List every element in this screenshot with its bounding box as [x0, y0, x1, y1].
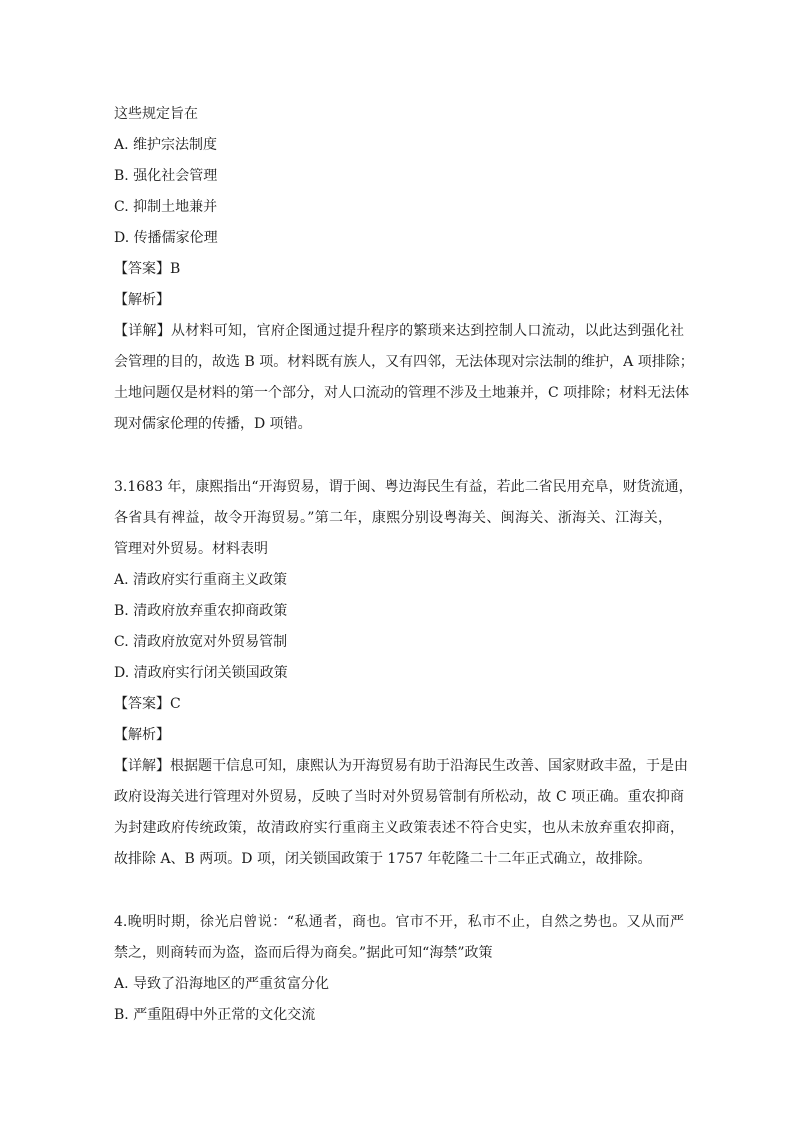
q3-option-a: A. 清政府实行重商主义政策: [114, 572, 288, 588]
q3-detail-line-1: 【详解】根据题干信息可知，康熙认为开海贸易有助于沿海民生改善、国家财政丰盈，于是由: [114, 758, 688, 774]
q3-option-c: C. 清政府放宽对外贸易管制: [114, 634, 288, 650]
q4-stem-line-2: 禁之，则商转而为盗，盗而后得为商矣。”据此可知“海禁”政策: [114, 945, 493, 961]
q2-option-c: C. 抑制土地兼并: [114, 199, 218, 215]
q3-analysis-label: 【解析】: [114, 727, 170, 743]
q2-detail-line-1: 【详解】从材料可知，官府企图通过提升程序的繁琐来达到控制人口流动，以此达到强化社: [114, 323, 684, 339]
q2-option-b: B. 强化社会管理: [114, 168, 218, 184]
q2-detail-line-3: 土地问题仅是材料的第一个部分，对人口流动的管理不涉及土地兼并，C 项排除；材料无法体: [114, 385, 690, 401]
q4-option-a: A. 导致了沿海地区的严重贫富分化: [114, 976, 330, 992]
q2-option-a: A. 维护宗法制度: [114, 137, 218, 153]
q2-option-d: D. 传播儒家伦理: [114, 230, 218, 246]
q3-option-b: B. 清政府放弃重农抑商政策: [114, 603, 288, 619]
q2-answer: 【答案】B: [114, 261, 181, 277]
q3-detail-line-4: 故排除 A、B 两项。D 项，闭关锁国政策于 1757 年乾隆二十二年正式确立，故排除。: [114, 851, 652, 867]
q2-detail-line-4: 现对儒家伦理的传播，D 项错。: [114, 416, 312, 432]
q3-detail-line-3: 为封建政府传统政策，故清政府实行重商主义政策表述不符合史实，也从未放弃重农抑商，: [114, 820, 684, 836]
q4-option-b: B. 严重阻碍中外正常的文化交流: [114, 1007, 316, 1023]
q3-stem-line-1: 3.1683 年，康熙指出“开海贸易，谓于闽、粤边海民生有益，若此二省民用充阜，财货流通，: [114, 479, 693, 495]
q3-option-d: D. 清政府实行闭关锁国政策: [114, 665, 288, 681]
q2-analysis-label: 【解析】: [114, 292, 170, 308]
q3-answer: 【答案】C: [114, 696, 181, 712]
q3-stem-line-2: 各省具有禆益，故令开海贸易。”第二年，康熙分别设粤海关、闽海关、浙海关、江海关，: [114, 510, 672, 526]
q4-stem-line-1: 4.晚明时期，徐光启曾说：“私通者，商也。官市不开，私市不止，自然之势也。又从而严: [114, 914, 684, 930]
q2-detail-line-2: 会管理的目的，故选 B 项。材料既有族人，又有四邻，无法体现对宗法制的维护，A 项排除；: [114, 354, 694, 370]
q2-stem-end: 这些规定旨在: [114, 106, 198, 122]
q3-detail-line-2: 政府设海关进行管理对外贸易，反映了当时对外贸易管制有所松动，故 C 项正确。重农抑商: [114, 789, 684, 805]
q3-stem-line-3: 管理对外贸易。材料表明: [114, 541, 268, 557]
